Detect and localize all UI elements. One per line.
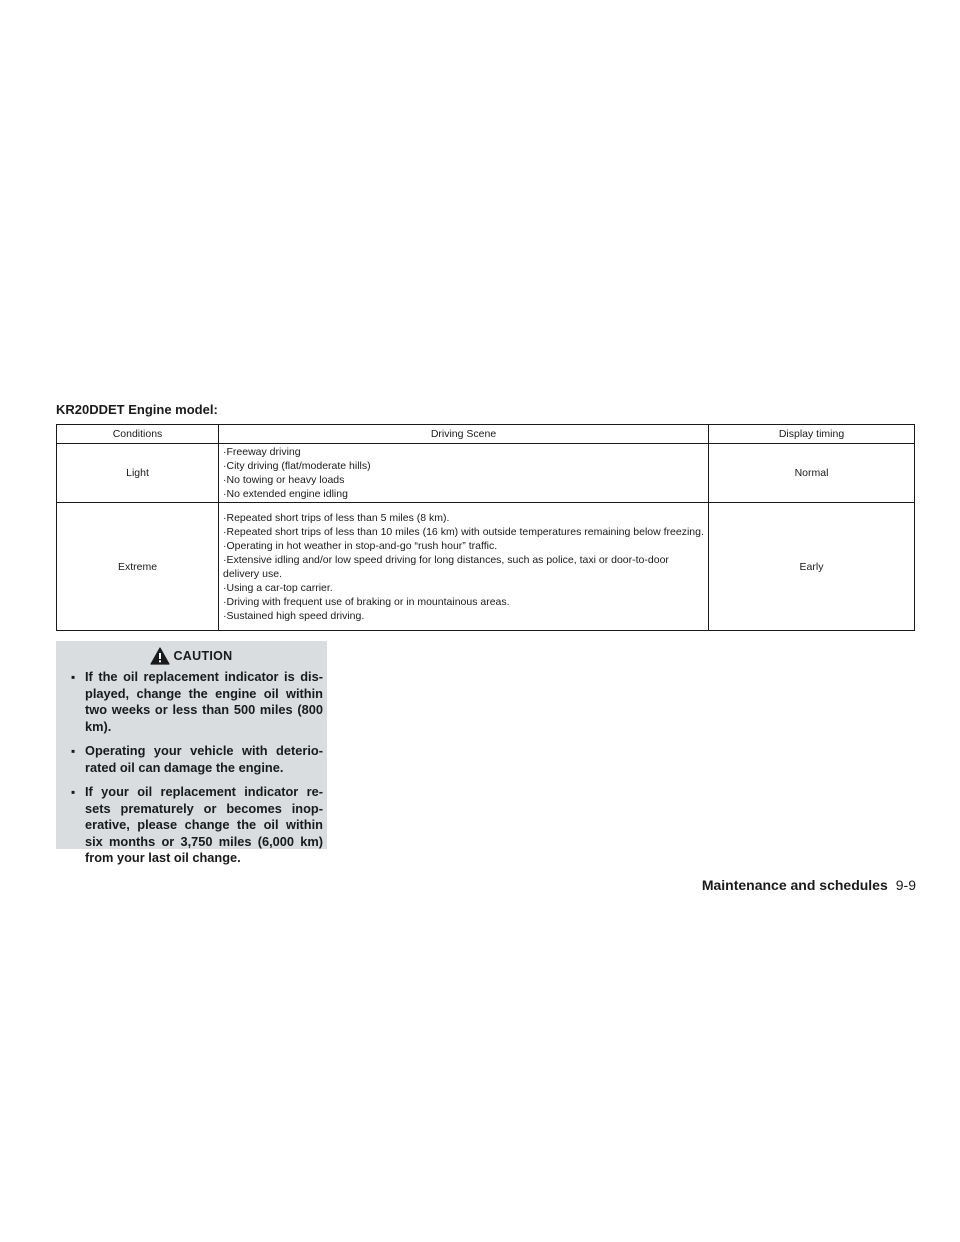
section-title: KR20DDET Engine model: bbox=[56, 402, 218, 417]
caution-item: ▪ If your oil replacement indicator re-sets prematurely or becomes inop-erative, please change the oil within six months or 3,750 miles (6,000 km) from your last oil change. bbox=[71, 784, 323, 867]
scene-item: ·Extensive idling and/or low speed driving for long distances, such as police, taxi or door-to-door delivery use. bbox=[223, 553, 669, 580]
footer-section-title: Maintenance and schedules bbox=[701, 877, 888, 893]
caution-list bbox=[56, 669, 327, 867]
page-number: 9-9 bbox=[895, 877, 916, 893]
header-conditions: Conditions bbox=[57, 425, 219, 444]
display-timing-cell: Normal bbox=[709, 444, 915, 503]
header-driving-scene: Driving Scene bbox=[219, 425, 709, 444]
scene-item: ·No extended engine idling bbox=[223, 488, 348, 500]
caution-title: CAUTION bbox=[173, 649, 233, 663]
warning-triangle-icon bbox=[150, 647, 170, 665]
scene-item: ·Operating in hot weather in stop-and-go “rush hour” traffic. bbox=[223, 539, 498, 552]
display-timing-table bbox=[56, 424, 915, 631]
caution-item: ▪ Operating your vehicle with deterio-rated oil can damage the engine. bbox=[71, 743, 323, 776]
caution-item: ▪ If the oil replacement indicator is dis-played, change the engine oil within two weeks or less than 500 miles (800 km). bbox=[71, 669, 323, 735]
caution-box bbox=[56, 641, 327, 865]
scene-item: ·Freeway driving bbox=[223, 446, 301, 458]
condition-cell: Light bbox=[57, 444, 219, 503]
driving-scene-cell bbox=[219, 444, 709, 503]
scene-item: ·Using a car-top carrier. bbox=[223, 581, 333, 594]
scene-item: ·Driving with frequent use of braking or in mountainous areas. bbox=[223, 595, 510, 608]
scene-item: ·Sustained high speed driving. bbox=[223, 609, 365, 622]
driving-scene-cell bbox=[219, 503, 709, 631]
header-display-timing: Display timing bbox=[709, 425, 915, 444]
table-header-row bbox=[57, 425, 915, 444]
scene-item: ·City driving (flat/moderate hills) bbox=[223, 460, 371, 472]
caution-header bbox=[56, 643, 327, 669]
table-row bbox=[57, 503, 915, 631]
scene-item: ·No towing or heavy loads bbox=[223, 474, 345, 486]
table-row bbox=[57, 444, 915, 503]
scene-item: ·Repeated short trips of less than 5 miles (8 km). bbox=[223, 511, 450, 524]
page-footer bbox=[702, 877, 916, 893]
scene-item: ·Repeated short trips of less than 10 miles (16 km) with outside temperatures remaining below freezing. bbox=[223, 525, 704, 538]
condition-cell: Extreme bbox=[57, 503, 219, 631]
display-timing-cell: Early bbox=[709, 503, 915, 631]
